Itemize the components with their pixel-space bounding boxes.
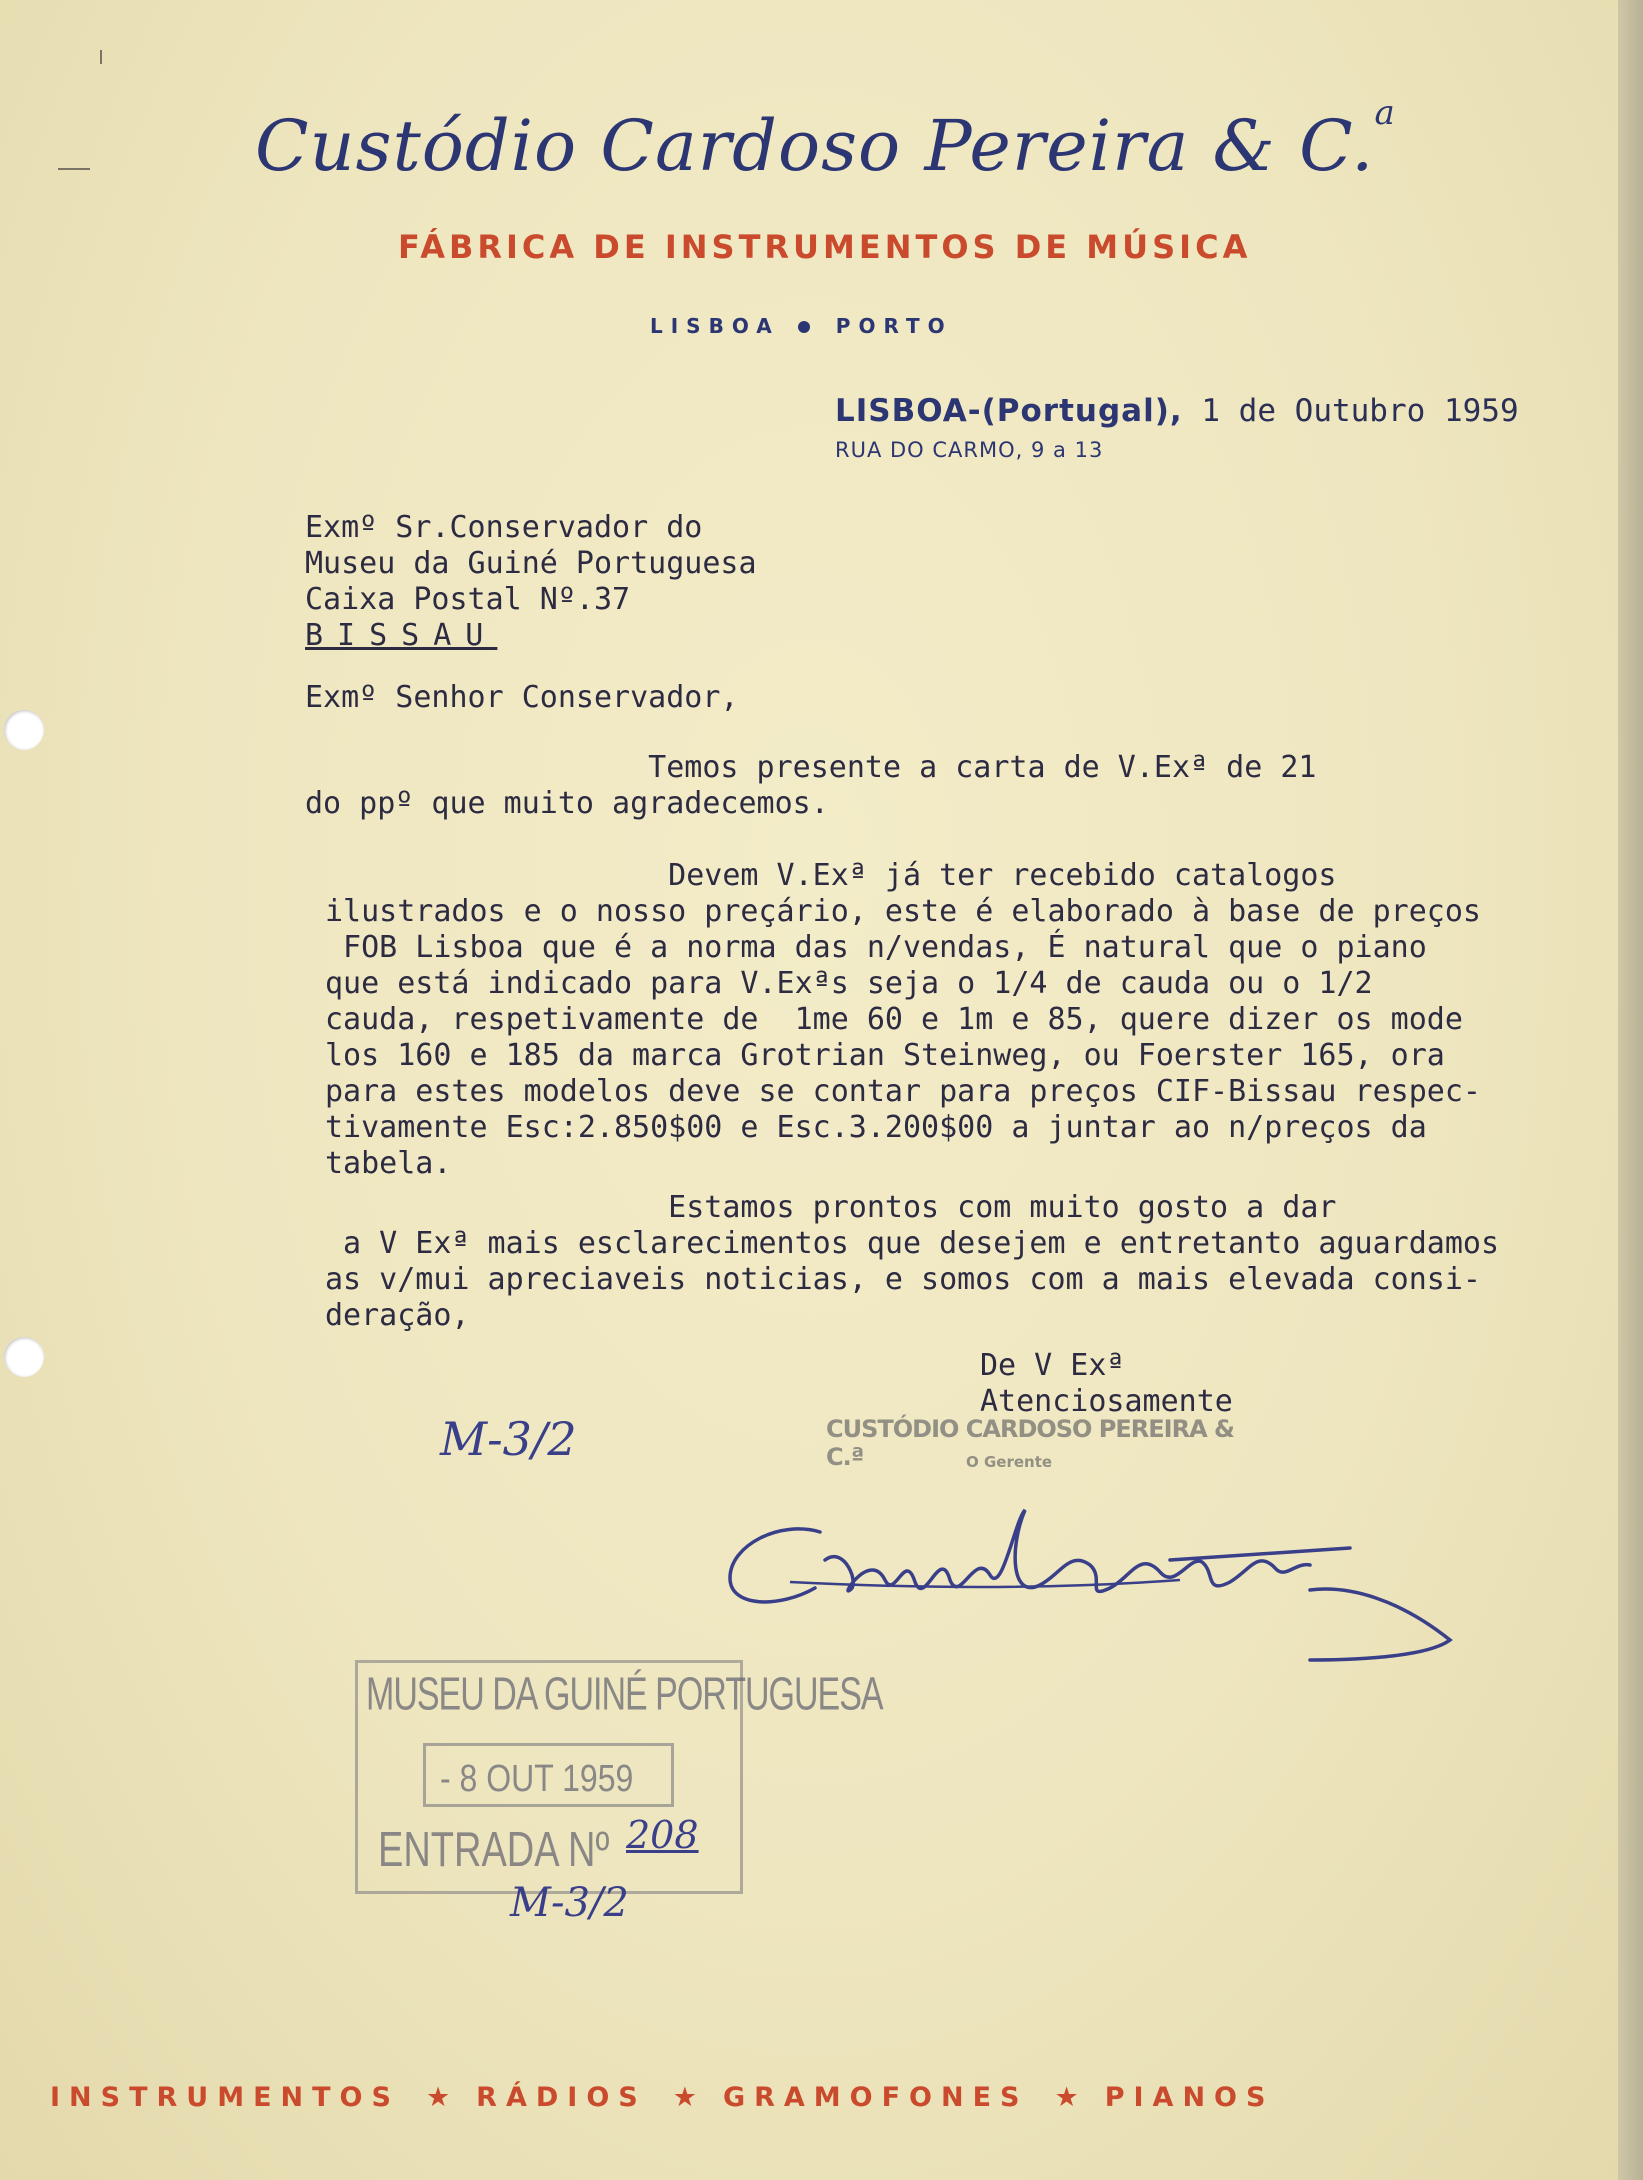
museum-reception-stamp: MUSEU DA GUINÉ PORTUGUESA - 8 OUT 1959 ENTRADA Nº 208 <box>355 1660 743 1894</box>
stamp-date-box: - 8 OUT 1959 <box>423 1743 674 1807</box>
handwritten-reference: M-3/2 <box>440 1412 577 1466</box>
entry-number: 208 <box>626 1813 699 1857</box>
star-icon: ★ <box>425 2082 451 2113</box>
company-name: Custódio Cardoso Pereira & C.$^a$ <box>255 92 1396 187</box>
body-paragraph-3: Estamos prontos com muito gosto a dar a V Exª mais esclarecimentos que desejem e entretanto aguardamos as v/mui apreciaveis noticias, e somos com a mais elevada consi- deração, <box>325 1190 1499 1333</box>
recipient-city: BISSAU <box>305 618 498 653</box>
paper-edge <box>1618 0 1643 2180</box>
star-icon: ★ <box>672 2082 697 2113</box>
company-subtitle: FÁBRICA DE INSTRUMENTOS DE MÚSICA <box>398 228 1252 266</box>
pencil-mark <box>58 168 90 170</box>
letterhead-footer: INSTRUMENTOS ★ RÁDIOS ★ GRAMOFONES ★ PIANOS <box>50 2082 1275 2113</box>
company-cities: LISBOA PORTO <box>650 314 953 338</box>
handwritten-reference-bottom: M-3/2 <box>510 1880 629 1926</box>
salutation: Exmº Senhor Conservador, <box>305 680 739 715</box>
punch-hole <box>4 710 44 750</box>
pencil-mark <box>100 50 102 64</box>
company-stamp: CUSTÓDIO CARDOSO PEREIRA & C.ª O Gerente <box>826 1415 1234 1471</box>
closing: De V Exª Atenciosamente <box>980 1348 1233 1419</box>
letter-dateline: LISBOA-(Portugal), 1 de Outubro 1959 <box>835 393 1519 429</box>
recipient-address: Exmº Sr.Conservador do Museu da Guiné Portuguesa Caixa Postal Nº.37 BISSAU <box>305 510 757 653</box>
body-paragraph-1: Temos presente a carta de V.Exª de 21 do ppº que muito agradecemos. <box>305 750 1317 821</box>
star-icon: ★ <box>1054 2082 1079 2113</box>
handwritten-signature <box>710 1490 1480 1670</box>
body-paragraph-2: Devem V.Exª já ter recebido catalogos ilustrados e o nosso preçário, este é elaborado à base de preços FOB Lisboa que é a norma das n/vendas, É natural que o piano que está indicado para V.Exªs seja o 1/4 de cauda ou o 1/2 cauda, respetivamente de 1me 60 e 1m e 85, quere dizer os mode los 160 e 185 da marca Grotrian Steinweg, ou Foerster 165, ora para estes modelos deve se contar para preços CIF-Bissau respec- tivamente Esc:2.850$00 e Esc.3.200$00 a juntar ao n/preços da tabela. <box>325 858 1481 1181</box>
punch-hole <box>4 1337 44 1377</box>
company-street: RUA DO CARMO, 9 a 13 <box>835 438 1104 462</box>
bullet-icon <box>798 321 810 333</box>
